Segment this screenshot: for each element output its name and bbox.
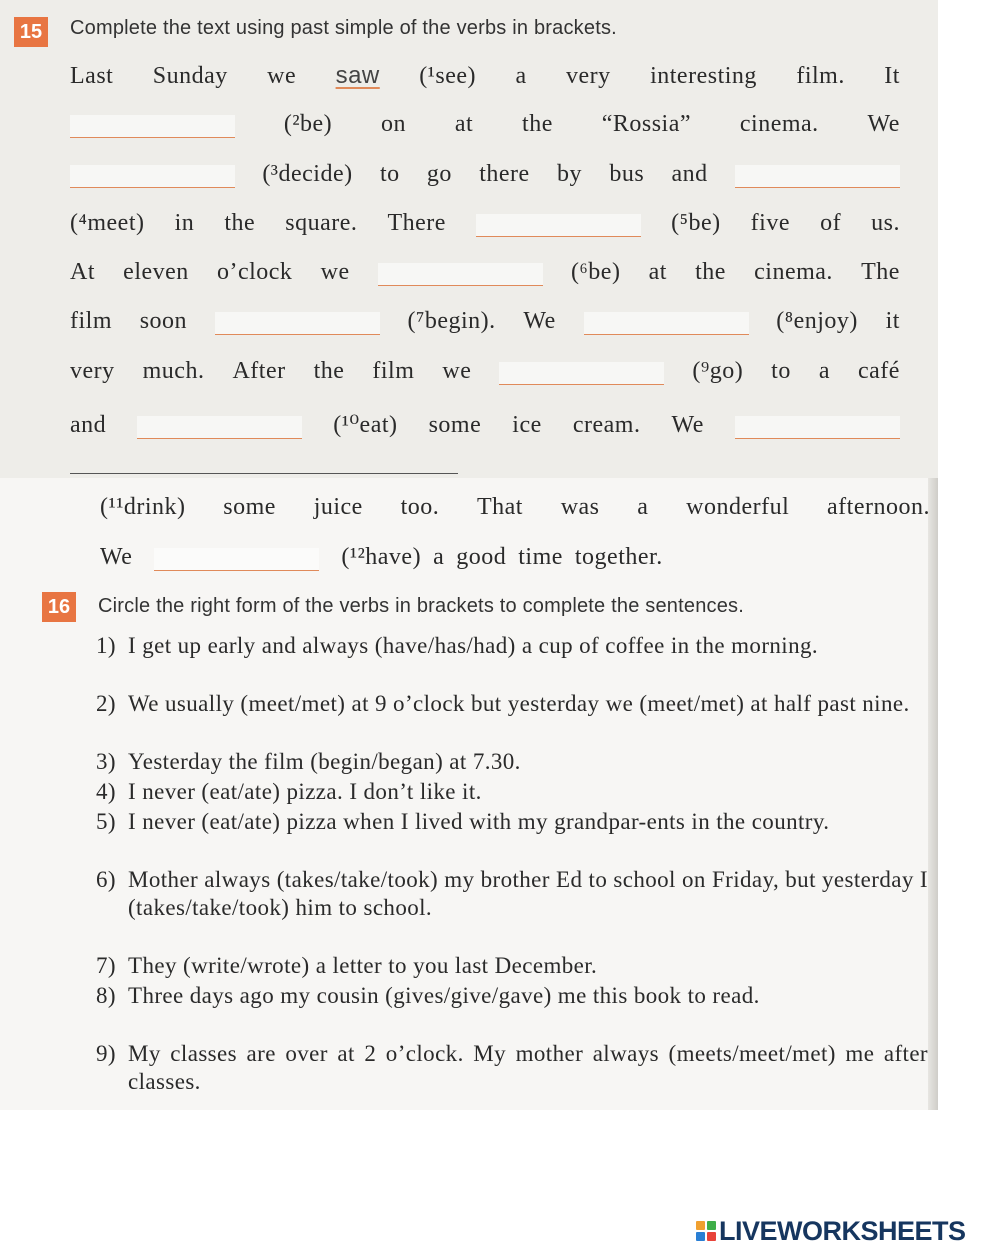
item-text[interactable]: My classes are over at 2 o’clock. My mother always (meets/meet/met) me after classes. — [128, 1041, 928, 1094]
word: by — [557, 161, 583, 187]
word: Sunday — [152, 63, 228, 89]
logo-grid-icon — [696, 1221, 716, 1241]
word: We — [100, 544, 133, 570]
text-line-2 — [70, 111, 900, 145]
word: juice — [313, 494, 363, 520]
word: the — [313, 358, 345, 384]
word: We — [671, 412, 704, 438]
verb-prompt: (⁸enjoy) — [776, 308, 858, 334]
verb-prompt: (⁷begin). — [407, 308, 496, 334]
word: at — [454, 111, 474, 137]
item-number: 2) — [96, 691, 116, 716]
liveworksheets-logo — [696, 1214, 996, 1248]
word: five — [750, 210, 790, 236]
text-line-8 — [70, 410, 900, 444]
exercise-15-badge: 15 — [14, 17, 48, 47]
word: and — [70, 412, 107, 438]
word: good — [456, 544, 507, 570]
answer-input-5[interactable] — [476, 214, 641, 237]
verb-prompt: (³decide) — [262, 161, 353, 187]
item-number: 6) — [96, 867, 116, 892]
logo-square-icon — [707, 1221, 716, 1230]
word: That — [476, 494, 523, 520]
word: bus — [609, 161, 645, 187]
item-text[interactable]: I never (eat/ate) pizza when I lived with my grandpar-ents in the country. — [128, 809, 830, 834]
item-text[interactable]: They (write/wrote) a letter to you last December. — [128, 953, 598, 978]
word: cinema. — [739, 111, 819, 137]
verb-prompt: (²be) — [283, 111, 333, 137]
text-line-7 — [70, 358, 900, 392]
item-text[interactable]: Mother always (takes/take/took) my brother Ed to school on Friday, but yesterday I (takes/take/took) him to school. — [128, 867, 928, 920]
verb-prompt: (⁹go) — [692, 358, 744, 384]
word: o’clock — [216, 259, 293, 285]
word: “Rossia” — [601, 111, 692, 137]
word: of — [820, 210, 842, 236]
example-answer: saw — [335, 62, 380, 89]
word: wonderful — [686, 494, 790, 520]
word: It — [884, 63, 900, 89]
answer-input-6[interactable] — [378, 263, 543, 286]
word: together. — [574, 544, 663, 570]
word: interesting — [650, 63, 757, 89]
item-number: 5) — [96, 809, 116, 834]
word: We — [867, 111, 900, 137]
word: we — [320, 259, 350, 285]
word: We — [523, 308, 556, 334]
logo-square-icon — [696, 1221, 705, 1230]
answer-input-3[interactable] — [70, 165, 235, 188]
item-text[interactable]: Three days ago my cousin (gives/give/gave) me this book to read. — [128, 983, 760, 1008]
word: there — [479, 161, 530, 187]
word: to — [771, 358, 791, 384]
text-line-5 — [70, 259, 900, 293]
answer-input-2[interactable] — [70, 115, 235, 138]
answer-input-11[interactable] — [735, 416, 900, 439]
word: Last — [70, 63, 114, 89]
word: very — [566, 63, 611, 89]
word: we — [267, 63, 297, 89]
verb-prompt: (⁶be) — [570, 259, 621, 285]
word: time — [518, 544, 563, 570]
verb-prompt: (¹⁰eat) — [333, 412, 398, 438]
word: go — [426, 161, 452, 187]
exercise-15-instruction: Complete the text using past simple of the verbs in brackets. — [70, 17, 617, 39]
item-text[interactable]: I get up early and always (have/has/had) a cup of coffee in the morning. — [128, 633, 819, 658]
answer-input-8[interactable] — [584, 312, 749, 335]
word: film — [372, 358, 415, 384]
word: very — [70, 358, 115, 384]
word: to — [379, 161, 400, 187]
text-line-4 — [70, 210, 900, 244]
word: square. — [285, 210, 358, 236]
verb-prompt: (¹²have) — [341, 544, 422, 570]
word: cinema. — [754, 259, 833, 285]
word: soon — [139, 308, 188, 334]
word: a — [637, 494, 649, 520]
verb-prompt: (⁴meet) — [70, 210, 145, 236]
word: the — [522, 111, 553, 137]
answer-input-4[interactable] — [735, 165, 900, 188]
word: eleven — [123, 259, 189, 285]
item-number: 4) — [96, 779, 116, 804]
item-number: 9) — [96, 1041, 116, 1066]
word: in — [174, 210, 195, 236]
item-number: 8) — [96, 983, 116, 1008]
text-line-6 — [70, 308, 900, 342]
logo-square-icon — [696, 1232, 705, 1241]
word: There — [387, 210, 446, 236]
logo-square-icon — [707, 1232, 716, 1241]
text-line-10 — [100, 544, 930, 578]
word: After — [232, 358, 286, 384]
item-text[interactable]: I never (eat/ate) pizza. I don’t like it. — [128, 779, 482, 804]
word: on — [381, 111, 407, 137]
text-line-9 — [100, 494, 930, 528]
verb-prompt: (¹¹drink) — [100, 494, 186, 520]
verb-prompt: (¹see) — [419, 63, 477, 89]
item-number: 3) — [96, 749, 116, 774]
word: cream. — [572, 412, 641, 438]
exercise-16-instruction: Circle the right form of the verbs in brackets to complete the sentences. — [98, 595, 745, 617]
item-text[interactable]: We usually (meet/met) at 9 o’clock but yesterday we (meet/met) at half past nine. — [128, 691, 910, 716]
word: some — [428, 412, 482, 438]
word: café — [857, 358, 900, 384]
word: was — [560, 494, 600, 520]
word: The — [861, 259, 900, 285]
word: some — [223, 494, 276, 520]
word: At — [70, 259, 95, 285]
answer-input-10[interactable] — [137, 416, 302, 439]
item-text[interactable]: Yesterday the film (begin/began) at 7.30. — [128, 749, 521, 774]
word: a — [433, 544, 445, 570]
exercise-16-badge: 16 — [42, 592, 76, 622]
word: film. — [796, 63, 845, 89]
text-line-1 — [70, 62, 900, 96]
logo-text: LIVEWORKSHEETS — [719, 1215, 966, 1246]
item-number: 7) — [96, 953, 116, 978]
answer-line-11-continuation — [70, 457, 458, 474]
word: a — [818, 358, 830, 384]
answer-input-9[interactable] — [499, 362, 664, 385]
word: and — [671, 161, 708, 187]
word: afternoon. — [827, 494, 930, 520]
word: film — [70, 308, 112, 334]
word: it — [885, 308, 900, 334]
word: the — [224, 210, 256, 236]
answer-input-12[interactable] — [154, 548, 319, 571]
word: the — [695, 259, 726, 285]
word: much. — [142, 358, 205, 384]
word: ice — [512, 412, 542, 438]
word: a — [515, 63, 527, 89]
text-line-3 — [70, 161, 900, 195]
verb-prompt: (⁵be) — [671, 210, 721, 236]
word: too. — [400, 494, 440, 520]
answer-input-7[interactable] — [215, 312, 380, 335]
word: at — [648, 259, 667, 285]
item-number: 1) — [96, 633, 116, 658]
word: us. — [871, 210, 900, 236]
word: we — [442, 358, 472, 384]
